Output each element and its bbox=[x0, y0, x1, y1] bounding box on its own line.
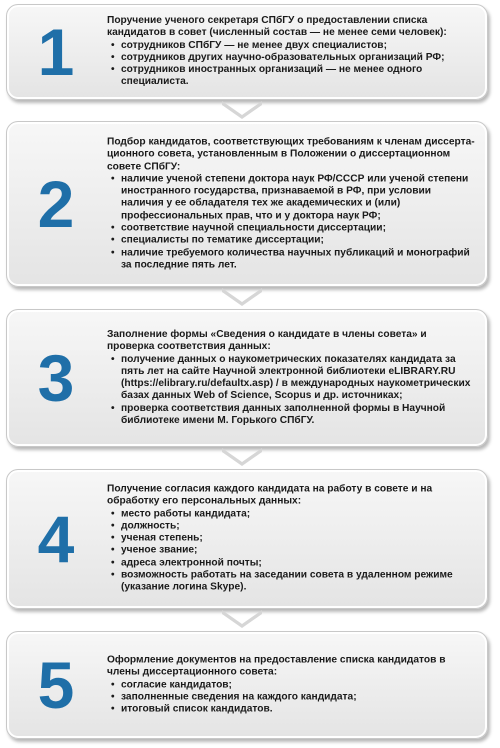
down-arrow-icon bbox=[220, 288, 264, 306]
step-2-box bbox=[6, 121, 488, 287]
list-item: • место работы кандидата; bbox=[121, 508, 475, 520]
down-arrow-icon bbox=[220, 101, 264, 119]
step-list bbox=[107, 40, 475, 89]
list-item: • проверка соответствия данных заполненной формы в Научной библиотеке имени М. Горького СПбГУ. bbox=[121, 403, 475, 428]
list-item: • сотрудников других научно-образовательных организаций РФ; bbox=[121, 52, 475, 64]
step-title: Заполнение формы «Сведения о кандидате в члены совета» и проверка соответствия данных: bbox=[107, 328, 427, 353]
step-list bbox=[107, 679, 475, 716]
step-list bbox=[107, 353, 475, 427]
list-item: • итоговый список кандидатов. bbox=[121, 703, 475, 715]
step-number: 3 bbox=[37, 341, 75, 415]
step-number: 5 bbox=[37, 648, 75, 722]
step-title: Получение согласия каждого кандидата на работу в совете и на обработку его персональных данных: bbox=[107, 483, 433, 507]
list-item: • заполненные сведения на каждого кандидата; bbox=[121, 691, 475, 703]
list-item: • должность; bbox=[121, 521, 475, 533]
step-5-box bbox=[6, 631, 488, 739]
list-item: • специалисты по тематике диссертации; bbox=[121, 235, 475, 247]
down-arrow-icon bbox=[220, 448, 264, 466]
step-title: Оформление документов на предоставление списка кандидатов в члены диссертационного совета: bbox=[107, 654, 446, 678]
list-item: • наличие ученой степени доктора наук РФ/СССР или ученой степени иностранного государства, признаваемой в РФ, при условии наличия у ее обладателя тех же академических и (или) профессиональных прав, что и у доктора наук РФ; bbox=[121, 173, 475, 222]
step-title: Подбор кандидатов, соответствующих требованиям к членам диссерта-ционного совета, установленным в Положении о диссертационном совете СПбГУ: bbox=[107, 136, 475, 172]
list-item: • ученое звание; bbox=[121, 545, 475, 557]
step-3-box bbox=[6, 309, 488, 447]
list-item: • сотрудников СПбГУ — не менее двух специалистов; bbox=[121, 40, 475, 52]
step-content bbox=[107, 654, 475, 715]
list-item: • возможность работать на заседании совета в удаленном режиме (указание логина Skype). bbox=[121, 570, 475, 595]
step-title: Поручение ученого секретаря СПбГУ о предоставлении списка кандидатов в совет (численный состав — не менее семи человек): bbox=[107, 15, 447, 39]
list-item: • ученая степень; bbox=[121, 533, 475, 545]
step-content bbox=[107, 15, 475, 89]
step-4-box bbox=[6, 469, 488, 609]
step-content bbox=[107, 484, 475, 595]
step-number: 2 bbox=[37, 167, 75, 241]
list-item: • адреса электронной почты; bbox=[121, 557, 475, 569]
down-arrow-icon bbox=[220, 610, 264, 628]
step-list bbox=[107, 173, 475, 271]
step-content bbox=[107, 136, 475, 271]
step-number: 1 bbox=[37, 15, 75, 89]
list-item: • получение данных о наукометрических показателях кандидата за пять лет на сайте Научной электронной библиотеки eLIBRARY.RU (https://elibrary.ru/defaultx.asp) / в международных наукометрических базах данных Web of Science, Scopus и др. источниках; bbox=[121, 353, 475, 402]
list-item: • соответствие научной специальности диссертации; bbox=[121, 222, 475, 234]
step-number: 4 bbox=[37, 502, 75, 576]
step-1-box bbox=[6, 4, 488, 100]
list-item: • согласие кандидатов; bbox=[121, 679, 475, 691]
step-content bbox=[107, 329, 475, 427]
list-item: • наличие требуемого количества научных публикаций и монографий за последние пять лет. bbox=[121, 247, 475, 272]
step-list bbox=[107, 508, 475, 594]
list-item: • сотрудников иностранных организаций — не менее одного специалиста. bbox=[121, 64, 475, 89]
